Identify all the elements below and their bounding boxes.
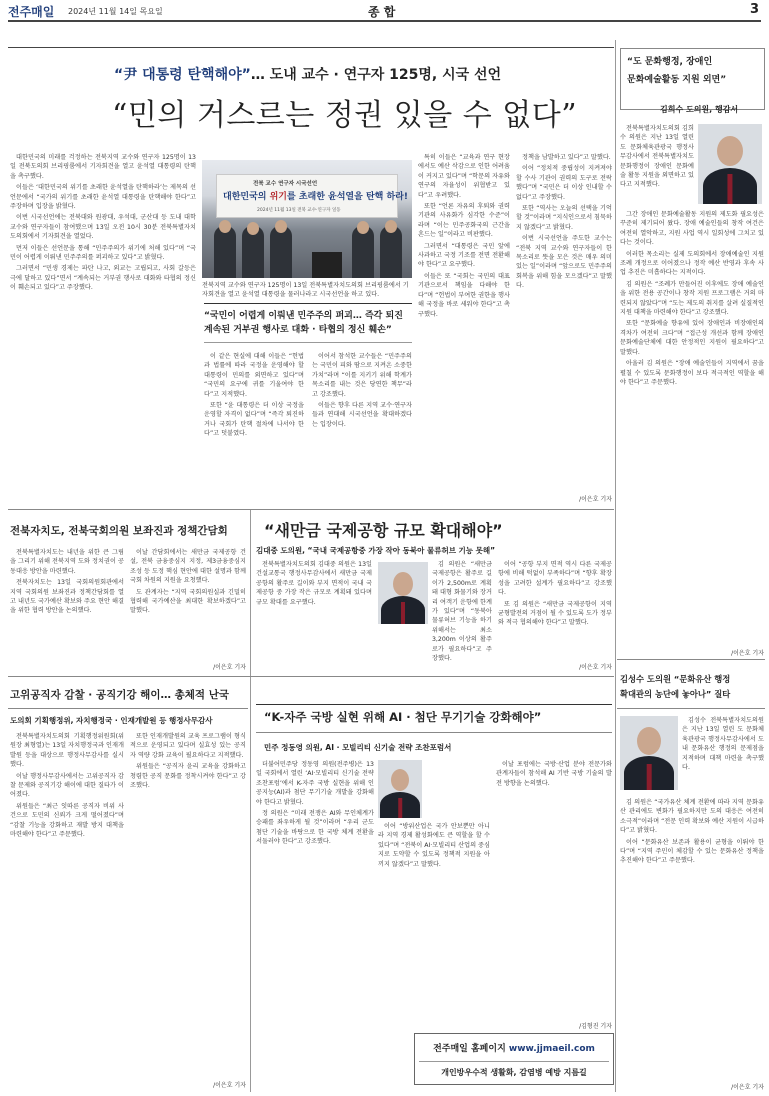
newspaper-logo: 전주매일: [8, 5, 55, 19]
rule: [8, 47, 614, 48]
article-body: 이날 포럼에는 국방·산업 분야 전문가와 관계자들이 참석해 AI 기반 국방 기술의 발전 방향을 논의했다.: [496, 761, 612, 787]
article-body: 김 의원은 “새만금 국제공항은 활주로 길이가 2,500m로 계획돼 대형 화물기와 장거리 여객기 운항에 한계가 있다”며 “동북아 물류허브 기능을 하기 위해서는 최소 3,200m 이상의 활주로가 필요하다”고 주장했다.: [432, 561, 492, 663]
section-title: 종 합: [368, 5, 396, 19]
public-slogan: 개인방우수적 생활화, 감염병 예방 지름길: [415, 1067, 613, 1078]
article-kicker: [114, 64, 501, 84]
article-headline: “민의 거스르는 정권 있을 수 없다”: [112, 98, 578, 133]
councilor-portrait: [620, 716, 678, 790]
sidebar-body-top: 김성수 전북특별자치도의원은 지난 13일 열린 도 문화체육관광국 행정사무감사에서 도내 문화유산 행정의 문제점을 지적하며 대책 마련을 촉구했다.: [682, 717, 764, 772]
article-credit: /이은호 기자: [213, 664, 246, 671]
lawmaker-portrait: [378, 760, 422, 818]
article-body: 전북특별자치도의회 기획행정위원회(위원장 최형열)는 13일 자치행정국과 인재개발원 등을 대상으로 행정사무감사를 실시했다. 이날 행정사무감사에서는 고위공직자 감찰 문제와 공직기강 해이에 대한 질타가 이어졌다. 위원들은 “최근 잇따른 공직자 비위 사건으로 도민의 신뢰가 크게 떨어졌다”며 “감찰 기능을 강화하고 재발 방지 대책을 마련해야 한다”고 주문했다.: [10, 733, 124, 839]
rule: [256, 732, 612, 733]
article-body-col2: 이 같은 현실에 대해 이들은 “헌법과 법률에 따라 국정을 운영해야 할 대통령이 민의를 외면하고 있다”며 “국민의 요구에 귀를 기울여야 한다”고 지적했다. 또한 “윤 대통령은 더 이상 국정을 운영할 자격이 없다”며 “즉각 퇴진하거나 국회가 탄핵 절차에 나서야 한다”고 덧붙였다.: [204, 353, 304, 438]
article-body: 전북특별자치도는 내년을 위한 큰 그림을 그리기 위해 전북지역 도와 정치권이 공동대응 방안을 마련했다. 전북자치도는 13일 국회의원회관에서 지역 국회의원 보좌진과 정책간담회를 열고 내년도 국가예산 확보와 주요 현안 해결을 위한 협력 방안을 논의했다.: [10, 549, 124, 615]
rule: [8, 509, 614, 510]
article-headline: 고위공직자 감찰 · 공직기강 해이… 총체적 난국: [10, 689, 229, 701]
issue-date: 2024년 11월 14일 목요일: [68, 7, 163, 16]
sidebar-headline-box: “도 문화행정, 장애인 문화예술활동 지원 외면”: [620, 48, 765, 110]
sidebar-credit: /이은호 기자: [731, 1084, 764, 1091]
newspaper-promo-box: [414, 1033, 614, 1085]
sidebar-headline: 김성수 도의원 “문화유산 행정 확대관의 농단에 놓아나” 질타: [620, 674, 731, 699]
article-headline: 전북자치도, 전북국회의원 보좌진과 정책간담회: [10, 525, 228, 537]
councilor-portrait: [378, 562, 428, 624]
rule: [8, 708, 248, 709]
column-divider: [250, 510, 251, 676]
page-number: 3: [749, 2, 759, 17]
article-body: 이어 “공항 부지 면적 역시 다른 국제공항에 비해 턱없이 부족하다”며 “향후 확장성을 고려한 설계가 필요하다”고 강조했다. 또 김 의원은 “새만금 국제공항이 지역 균형발전의 거점이 될 수 있도록 도가 정부와 적극 협의해야 한다”고 말했다.: [498, 561, 612, 627]
article-body: 이날 간담회에서는 새만금 국제공항 건설, 전북 금융중심지 지정, 제3금융중심지 조성 등 도정 핵심 현안에 대한 설명과 함께 국회 차원의 지원을 요청했다. 도 관계자는 “지역 국회의원실과 긴밀히 협력해 국가예산을 최대한 확보하겠다”고 말했다.: [130, 549, 246, 615]
article-subheadline: “국민이 어렵게 이뤄낸 민주주의 퍼괴… 즉각 퇴진 계속된 거부권 행사로 대화 · 타협의 정신 훼손”: [204, 303, 412, 343]
article-subheadline: 도의회 기획행정위, 자치행정국 · 인재개발원 등 행정사무감사: [10, 716, 213, 725]
masthead: [8, 0, 761, 22]
photo-caption: 전북지역 교수와 연구자 125명이 13일 전북특별자치도의회 브리핑룸에서 기자회견을 열고 윤석열 대통령을 물러나라고 시국선언을 하고 있다.: [202, 282, 409, 298]
article-credit: /이은호 기자: [579, 664, 612, 671]
article-credit: /이은호 기자: [579, 496, 612, 503]
article-headline: “새만금 국제공항 규모 확대해야”: [264, 521, 503, 540]
article-subheadline: 김대중 도의원, “국내 국제공항중 가장 작아 동북아 물류허브 기능 못해”: [256, 546, 496, 555]
rule: [8, 676, 614, 677]
article-credit: /김형진 기자: [579, 1023, 612, 1030]
column-divider: [615, 40, 616, 1092]
sidebar-body-top: 전북특별자치도의회 김희수 의원은 지난 13일 열린 도 문화체육관광국 행정사무감사에서 전북특별자치도 문화행정이 장애인 문화예술 활동 지원을 외면하고 있다고 지적했다.: [620, 125, 694, 189]
rule: [256, 704, 612, 705]
article-body: 더불어민주당 정동영 의원(전주병)은 13일 국회에서 열린 ‘AI·모빌리티 신기술 전략 조찬포럼’에서 K-자주 국방 실현을 위해 인공지능(AI)과 첨단 무기기술 개발을 강화해야 한다고 밝혔다. 정 의원은 “미래 전쟁은 AI와 무인체계가 승패를 좌우하게 될 것”이라며 “우리 군도 첨단 기술을 바탕으로 한 국방 체계 전환을 서둘러야 한다”고 강조했다.: [256, 761, 374, 846]
article-body-col5: 정책을 남발하고 있다”고 말했다. 이어 “정치적 중립성이 지켜져야 할 수사 기관이 권력의 도구로 전락했다”며 “국민은 더 이상 인내할 수 없다”고 주장했다. 또한 “역사는 오늘의 선택을 기억할 것”이라며 “지식인으로서 침묵하지 않겠다”고 밝혔다. 이번 시국선언을 주도한 교수는 “전북 지역 교수와 연구자들이 한 목소리로 뜻을 모은 것은 매우 의미 있는 일”이라며 “앞으로도 민주주의 회복을 위해 힘을 모으겠다”고 말했다.: [516, 154, 612, 290]
article-body-col4: 특히 이들은 “교육과 연구 현장에서도 예산 삭감으로 인한 어려움이 커지고 있다”며 “학문의 자유와 연구의 자율성이 위협받고 있다”고 우려했다. 또한 “언론 자유의 후퇴와 권력 기관의 사유화가 심각한 수준”이라며 “이는 민주공화국의 근간을 흔드는 일”이라고 비판했다. 그러면서 “대통령은 국민 앞에 사과하고 국정 기조를 전면 전환해야 한다”고 요구했다. 이들은 또 “국회는 국민의 대표기관으로서 책임을 다해야 한다”며 “헌법이 부여한 권한을 행사해 국정을 바로 세워야 한다”고 촉구했다.: [418, 154, 510, 318]
sidebar-credit: /이은호 기자: [731, 650, 764, 657]
article-credit: /이은호 기자: [213, 1082, 246, 1089]
column-divider: [250, 677, 251, 1092]
rule: [617, 708, 765, 709]
site-label: 전주매일 홈페이지: [433, 1044, 506, 1054]
press-conference-photo: [202, 160, 412, 278]
councilor-portrait: [698, 124, 762, 204]
article-body: 이어 “방위산업은 국가 안보뿐만 아니라 지역 경제 활성화에도 큰 역할을 할 수 있다”며 “전북이 AI·모빌리티 산업의 중심지로 도약할 수 있도록 정책적 지원을 아끼지 않겠다”고 말했다.: [378, 823, 490, 868]
kicker-quote: “尹 대통령 탄핵해야”: [114, 67, 251, 83]
sidebar-body: 김 의원은 “국가유산 체계 전환에 따라 지역 문화유산 관리에도 변화가 필요하지만 도의 대응은 여전히 소극적”이라며 “전문 인력 확보와 예산 지원이 시급하다”고 밝혔다. 이어 “문화유산 보존과 활용이 균형을 이뤄야 한다”며 “지역 주민이 체감할 수 있는 문화유산 정책을 추진해야 한다”고 주문했다.: [620, 799, 764, 865]
article-body: 전북특별자치도의회 김대중 의원은 13일 건설교통국 행정사무감사에서 새만금 국제공항의 활주로 길이와 부지 면적이 국내 국제공항 중 가장 작은 규모로 계획돼 있다며 규모 확대를 요구했다.: [256, 561, 372, 606]
article-body-col3: 이어서 참석한 교수들은 “민주주의는 국민이 피와 땀으로 지켜온 소중한 가치”라며 “이를 지키기 위해 학계가 목소리를 내는 것은 당연한 책무”라고 강조했다. 이들은 향후 다른 지역 교수·연구자들과 연대해 시국선언을 확대하겠다는 입장이다.: [312, 353, 412, 428]
site-url-link[interactable]: www.jjmaeil.com: [508, 1044, 595, 1054]
photo-banner: 전북 교수 연구자 시국선언 대한민국의 위기를 초래한 윤석열을 탄핵 하라! 2024년 11월 13일 전북 교수·연구자 일동: [216, 174, 398, 218]
rule: [617, 659, 765, 660]
kicker-rest: … 도내 교수 · 연구자 125명, 시국 선언: [250, 67, 502, 83]
article-body-col1: 대한민국의 미래를 걱정하는 전북지역 교수와 연구자 125명이 13일 전북도의회 브리핑룸에서 기자회견을 열고 윤석열 대통령의 탄핵을 촉구했다. 이들은 ‘대한민국의 위기를 초래한 윤석열을 탄핵하라’는 제목의 선언문에서 “국가의 위기를 초래한 윤석열 대통령을 탄핵해야 한다”고 주장하며 입장을 밝혔다. 이번 시국선언에는 전북대와 원광대, 우석대, 군산대 등 도내 대학 교수와 연구자들이 참여했으며 13일 오전 10시 30분 전북특별자치도의회에서 기자회견을 열었다. 먼저 이들은 선언문을 통해 “민주주의가 위기에 처해 있다”며 “국민이 어렵게 이뤄낸 민주주의를 퍼괴하고 있다”고 밝혔다. 그러면서 “민생 경제는 파탄 나고, 외교는 고립되고, 사회 갈등은 극에 달하고 있다”면서 “계속되는 거부권 행사로 대화와 타협의 정신이 훼손되고 있다”고 주장했다.: [10, 154, 196, 292]
article-headline: “K-자주 국방 실현 위해 AI · 첨단 무기기술 강화해야”: [264, 710, 542, 724]
article-body: 또한 인재개발원의 교육 프로그램이 형식적으로 운영되고 있다며 실효성 있는 공직자 역량 강화 교육이 필요하다고 지적했다. 위원들은 “공직자 윤리 교육을 강화하고 청렴한 공직 문화를 정착시켜야 한다”고 강조했다.: [130, 733, 246, 790]
article-subheadline: 민주 정동영 의원, AI · 모빌리티 신기술 전략 조찬포럼서: [264, 743, 452, 752]
sidebar-body: 그간 장애인 문화예술활동 지원의 제도화 필요성은 꾸준히 제기되어 왔다. 장애 예술인들의 창작 여건은 여전히 열악하고, 지원 사업 역시 일회성에 그치고 있다는 것이다. 이러한 목소리는 실제 도의회에서 장애예술인 지원 조례 개정으로 이어졌으나 정작 예산 반영과 후속 사업 추진은 미흡하다는 지적이다. 김 의원은 “조례가 만들어진 이후에도 장애 예술인을 위한 전용 공간이나 창작 지원 프로그램은 거의 마련되지 않았다”며 “도는 제도의 취지를 살려 실질적인 지원 대책을 마련해야 한다”고 강조했다. 또한 “문화예술 향유에 있어 장애인과 비장애인의 격차가 여전히 크다”며 “접근성 개선과 함께 장애인 문화예술단체에 대한 안정적인 지원이 필요하다”고 말했다. 아울러 김 의원은 “장애 예술인들이 지역에서 꿈을 펼칠 수 있도록 문화행정이 보다 적극적인 역할을 해야 한다”고 주문했다.: [620, 211, 764, 386]
sidebar-byline: 김희수 도의원, 행감서: [660, 105, 739, 114]
